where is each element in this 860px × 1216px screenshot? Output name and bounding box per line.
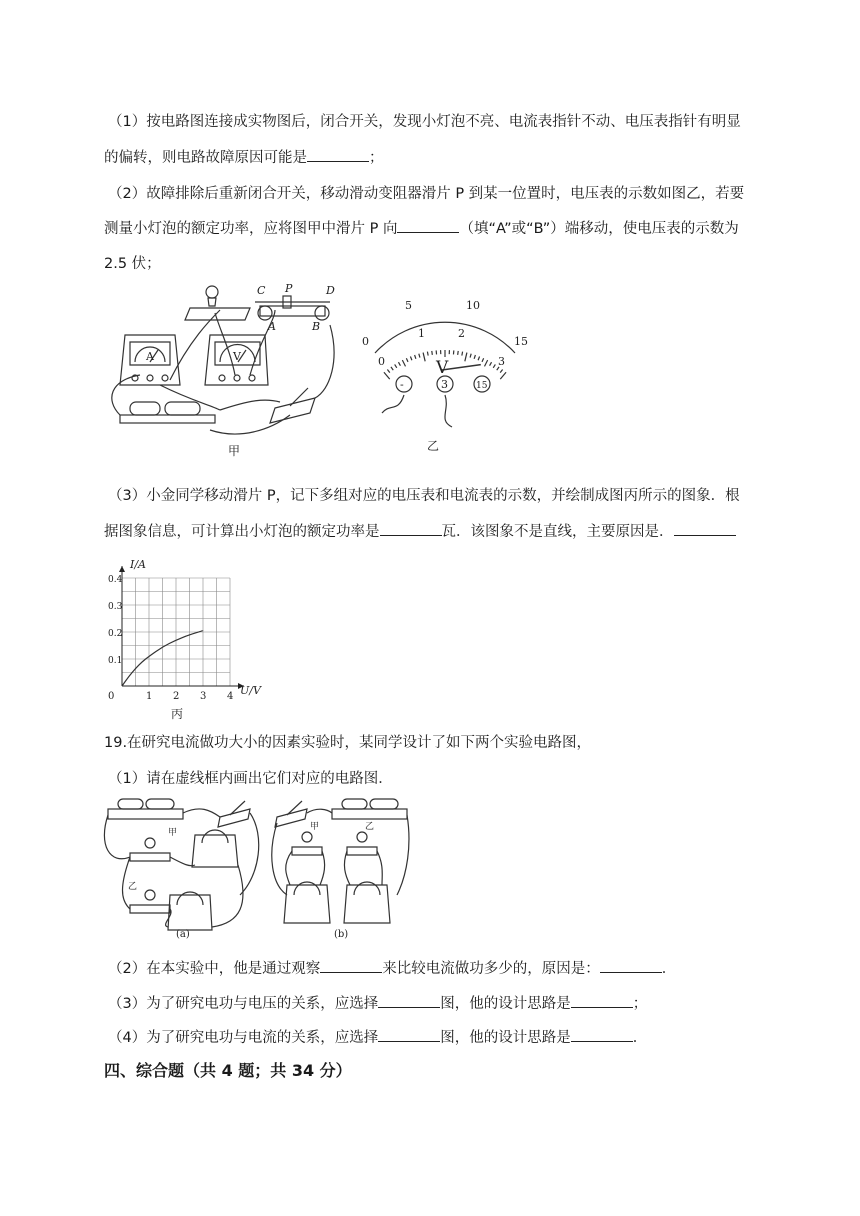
q18-part2-text-b: （填“A”或“B”）端移动，使电压表的示数为 — [459, 221, 739, 237]
dial-tick — [419, 354, 420, 358]
chart-y-tick-label: 0.2 — [108, 629, 123, 639]
terminal-15: 15 — [476, 381, 488, 391]
q18-part3-text-a: 据图象信息，可计算出小灯泡的额定功率是 — [104, 524, 380, 540]
q19-stem: 19.在研究电流做功大小的因素实验时，某同学设计了如下两个实验电路图， — [104, 735, 592, 751]
terminal-3: 3 — [441, 378, 448, 391]
q18-part2-line3: 2.5 伏； — [104, 256, 161, 272]
q18-part1-text: 的偏转，则电路故障原因可能是 — [104, 150, 307, 166]
q19-part2-text-a: （2）在本实验中，他是通过观察 — [108, 961, 321, 977]
figure-bing-caption: 丙 — [171, 707, 184, 721]
chart-xlabel: U/V — [240, 684, 261, 697]
figure-a-caption: (a) — [176, 929, 190, 940]
dial-inner-label-0: 0 — [378, 355, 385, 368]
chart-y-tick-label: 0.1 — [108, 656, 123, 666]
q18-part2-line1: （2）故障排除后重新闭合开关，移动滑动变阻器滑片 P 到某一位置时，电压表的示数如图乙，若要 — [108, 186, 745, 202]
dial-tick — [458, 351, 459, 355]
q19-part3-text-a: （3）为了研究电功与电压的关系，应选择 — [108, 996, 379, 1012]
dial-tick — [462, 352, 463, 356]
figure-yi-caption: 乙 — [427, 439, 440, 453]
chart-y-arrow — [119, 566, 125, 572]
lamp-label-yi: 乙 — [128, 882, 138, 892]
dial-unit: V — [436, 358, 449, 378]
dial-tick — [484, 360, 487, 366]
q18-part1-line1: （1）按电路图连接成实物图后，闭合开关，发现小灯泡不亮、电流表指针不动、电压表指针有明显 — [108, 114, 741, 130]
dial-tick — [398, 362, 400, 365]
section-heading: 四、综合题（共 4 题；共 34 分） — [104, 1061, 352, 1080]
lamp-label-yi: 乙 — [365, 822, 375, 832]
q18-part3-line2 — [104, 520, 736, 541]
dial-outer-label-15: 15 — [514, 335, 528, 348]
chart-x-tick-label: 1 — [146, 691, 153, 702]
dial-inner-label-2: 2 — [458, 327, 465, 340]
figure-jia-caption: 甲 — [228, 444, 241, 458]
voltmeter-label: V — [233, 350, 241, 363]
chart-y-tick-label: 0.4 — [108, 575, 123, 585]
dial-tick — [423, 353, 425, 362]
chart-x-tick-label: 4 — [227, 691, 234, 702]
rheostat-label-b: B — [312, 320, 321, 333]
dial-outer-label-0: 0 — [362, 335, 369, 348]
answer-blank[interactable] — [307, 147, 369, 162]
rheostat-label-d: D — [326, 284, 335, 297]
dial-tick — [387, 369, 389, 372]
chart-x-tick-label: 0 — [108, 691, 115, 702]
q19-part4 — [108, 1026, 647, 1047]
rheostat-label-c: C — [257, 284, 266, 297]
q19-part3-text-b: 图，他的设计思路是 — [440, 996, 571, 1012]
q18-part1-end: ； — [369, 150, 384, 166]
figure-b-circuit — [272, 795, 412, 945]
dial-tick — [432, 351, 433, 355]
answer-blank[interactable] — [380, 521, 442, 536]
dial-tick — [490, 362, 492, 365]
dial-outer-label-5: 5 — [405, 299, 412, 312]
dial-inner-label-1: 1 — [418, 327, 425, 340]
chart-y-tick-label: 0.3 — [108, 602, 123, 612]
figure-jia-circuit — [100, 280, 350, 460]
answer-blank[interactable] — [600, 958, 662, 973]
dial-tick — [391, 367, 393, 370]
q18-part2-text-a: 测量小灯泡的额定功率，应将图甲中滑片 P 向 — [104, 221, 398, 237]
dial-tick — [482, 358, 484, 362]
chart-x-tick-label: 3 — [200, 691, 207, 702]
chart-x-tick-label: 2 — [173, 691, 180, 702]
dial-tick — [474, 355, 475, 359]
q19-part3 — [108, 992, 647, 1013]
rheostat-label-a: A — [268, 320, 276, 333]
dial-tick — [415, 355, 416, 359]
q18-part2-line2 — [104, 217, 739, 238]
q19-part2-text-b: 来比较电流做功多少的，原因是： — [382, 961, 600, 977]
figure-a-circuit — [100, 795, 270, 945]
answer-blank[interactable] — [571, 993, 633, 1008]
figure-b-caption: (b) — [334, 929, 349, 940]
answer-blank[interactable] — [397, 218, 459, 233]
answer-blank[interactable] — [674, 521, 736, 536]
q18-part3-line1: （3）小金同学移动滑片 P，记下多组对应的电压表和电流表的示数，并绘制成图丙所示的图象．根 — [108, 488, 740, 504]
dial-tick — [500, 372, 506, 379]
answer-blank[interactable] — [378, 993, 440, 1008]
q19-part3-end: ； — [632, 996, 648, 1012]
ammeter-label: A — [146, 350, 154, 363]
q19-part1: （1）请在虚线框内画出它们对应的电路图． — [108, 771, 393, 787]
dial-outer-label-10: 10 — [466, 299, 480, 312]
dial-tick — [410, 357, 411, 361]
answer-blank[interactable] — [571, 1027, 633, 1042]
q19-part2 — [108, 957, 676, 978]
dial-tick — [500, 369, 502, 372]
q19-part4-end: ． — [632, 1030, 648, 1046]
dial-tick — [470, 354, 471, 358]
terminal-minus: - — [400, 378, 404, 391]
dial-tick — [465, 353, 467, 362]
answer-blank[interactable] — [378, 1027, 440, 1042]
figure-yi-dial — [360, 295, 530, 460]
q18-part3-text-b: 瓦．该图象不是直线，主要原因是． — [441, 524, 674, 540]
q18-part1-line2 — [104, 146, 384, 167]
rheostat-label-p: P — [285, 282, 293, 295]
dial-tick — [395, 364, 397, 367]
q19-part4-text-a: （4）为了研究电功与电流的关系，应选择 — [108, 1030, 379, 1046]
lamp-label-jia: 甲 — [168, 828, 178, 838]
lamp-label-jia: 甲 — [310, 822, 320, 832]
dial-tick — [478, 357, 479, 361]
dial-tick — [427, 352, 428, 356]
q19-part4-text-b: 图，他的设计思路是 — [440, 1030, 571, 1046]
answer-blank[interactable] — [320, 958, 382, 973]
dial-tick — [402, 360, 405, 366]
q19-part2-end: ． — [661, 961, 677, 977]
dial-tick — [384, 372, 390, 379]
dial-tick — [406, 358, 408, 362]
dial-inner-label-3: 3 — [498, 355, 505, 368]
chart-ylabel: I/A — [130, 558, 146, 571]
dial-tick — [493, 364, 495, 367]
figure-bing-chart — [108, 558, 268, 723]
